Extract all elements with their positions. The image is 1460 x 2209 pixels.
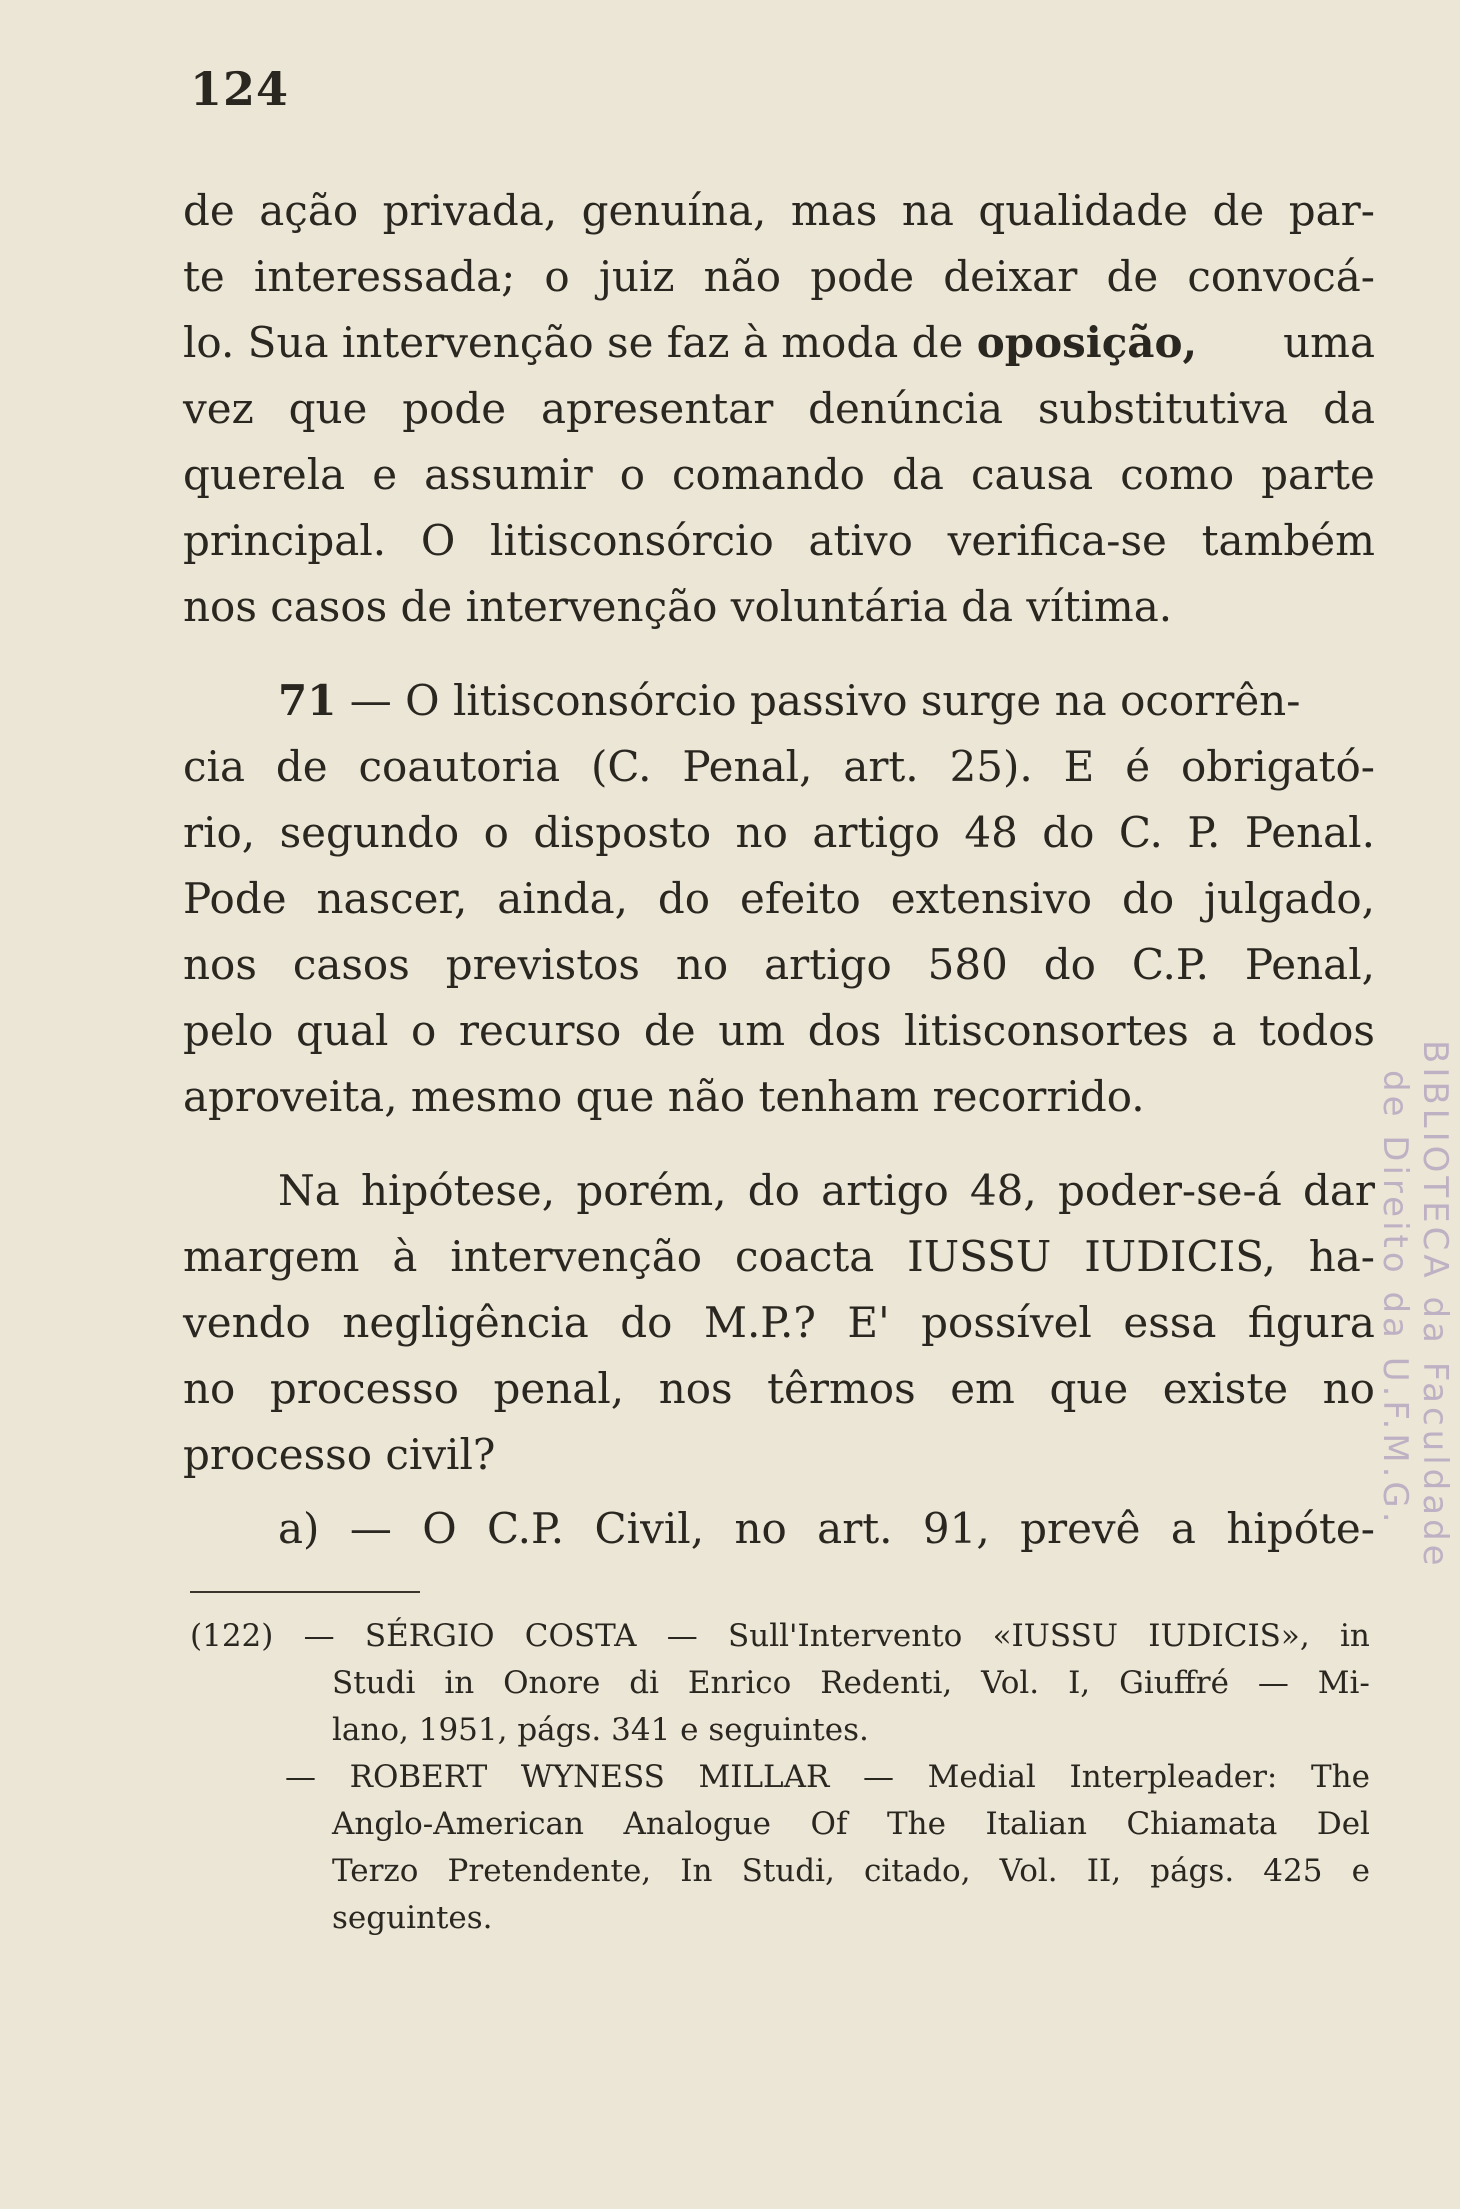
text-line: a) — O C.P. Civil, no art. 91, prevê a hipóte-: [278, 1504, 1375, 1553]
text-line: pelo qual o recurso de um dos litisconsortes a todos: [183, 1006, 1375, 1055]
footnote-line: Studi in Onore di Enrico Redenti, Vol. I, Giuffré — Mi-: [332, 1665, 1370, 1701]
text-line: margem à intervenção coacta IUSSU IUDICIS, ha-: [183, 1232, 1375, 1281]
footnotes: [190, 1613, 1370, 1942]
footnote-line: Anglo-American Analogue Of The Italian Chiamata Del: [332, 1806, 1370, 1842]
footnote-line: (122) — SÉRGIO COSTA — Sull'Intervento «IUSSU IUDICIS», in: [190, 1618, 1370, 1654]
text-line: te interessada; o juiz não pode deixar de convocá-: [183, 252, 1375, 301]
text-line: nos casos de intervenção voluntária da vítima.: [183, 582, 1173, 631]
footnote-122-b: [190, 1754, 1370, 1942]
bold-term: oposição,: [976, 318, 1198, 367]
text-line: querela e assumir o comando da causa como parte: [183, 450, 1375, 499]
text-line: [183, 668, 1375, 734]
text-line: Na hipótese, porém, do artigo 48, poder-se-á dar: [278, 1166, 1375, 1215]
footnote-122: [190, 1613, 1370, 1754]
paragraph-4: [183, 1496, 1375, 1562]
text-line: principal. O litisconsórcio ativo verifica-se também: [183, 516, 1375, 565]
footnote-line: Terzo Pretendente, In Studi, citado, Vol. II, págs. 425 e: [332, 1853, 1370, 1889]
text-line: aproveita, mesmo que não tenham recorrido.: [183, 1072, 1145, 1121]
text-segment: lo. Sua intervenção se faz à moda de oposição,: [183, 318, 1198, 367]
footnote-line: lano, 1951, págs. 341 e seguintes.: [332, 1712, 869, 1748]
text-line: processo civil?: [183, 1430, 496, 1479]
footnote-line: — ROBERT WYNESS MILLAR — Medial Interpleader: The: [285, 1759, 1370, 1795]
paragraph-1: [183, 178, 1375, 640]
stamp-line-1: BIBLIOTECA da Faculdade: [1415, 1040, 1455, 1570]
paragraph-3: [183, 1158, 1375, 1488]
footnote-divider: [190, 1591, 420, 1593]
page-number: 124: [190, 62, 290, 116]
text-line: cia de coautoria (C. Penal, art. 25). E é obrigató-: [183, 742, 1375, 791]
text-segment: — O litisconsórcio passivo surge na ocorrên-: [336, 676, 1301, 725]
text-line: vendo negligência do M.P.? E' possível essa figura: [183, 1298, 1375, 1347]
text-segment: uma: [1283, 318, 1375, 367]
footnote-line: seguintes.: [332, 1900, 493, 1936]
section-number: 71: [278, 676, 337, 725]
text-line: de ação privada, genuína, mas na qualidade de par-: [183, 186, 1375, 235]
text-line: nos casos previstos no artigo 580 do C.P. Penal,: [183, 940, 1375, 989]
text-line: rio, segundo o disposto no artigo 48 do C. P. Penal.: [183, 808, 1375, 857]
body-text: [183, 178, 1375, 1562]
text-line: no processo penal, nos têrmos em que existe no: [183, 1364, 1375, 1413]
text-line: [183, 310, 1375, 376]
text-line: Pode nascer, ainda, do efeito extensivo do julgado,: [183, 874, 1375, 923]
library-stamp: [1375, 1040, 1455, 1570]
text-line: vez que pode apresentar denúncia substitutiva da: [183, 384, 1375, 433]
stamp-line-2: de Direito da U.F.M.G.: [1375, 1070, 1415, 1527]
paragraph-2: [183, 668, 1375, 1130]
